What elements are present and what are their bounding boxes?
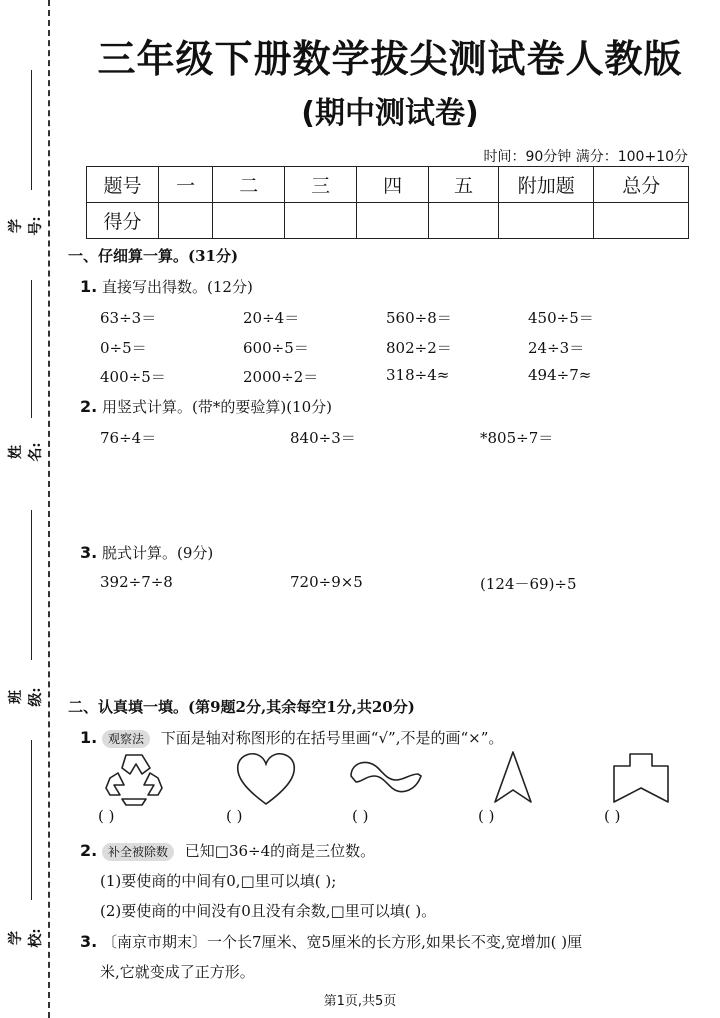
s2-question2	[80, 840, 375, 861]
score-cell[interactable]	[357, 203, 429, 239]
score-cell[interactable]	[213, 203, 285, 239]
score-table-header-row	[87, 167, 689, 203]
score-header-cell: 一	[158, 167, 212, 203]
answer-blank[interactable]: ( )	[98, 807, 115, 825]
s1-q2-text: 用竖式计算。(带*的要验算)(10分)	[102, 398, 332, 416]
student-id-line	[31, 70, 32, 190]
s2-q3-number: 3.	[80, 932, 98, 951]
s1-q1-item: 63÷3＝	[100, 309, 157, 327]
s1-q2-number: 2.	[80, 397, 98, 416]
s1-q2-item: *805÷7＝	[480, 429, 554, 447]
binding-dashed-line	[48, 0, 50, 1018]
student-id-label: 学号:	[8, 216, 44, 236]
answer-blank[interactable]: ( )	[478, 807, 495, 825]
s2-q3-line1: 一个长7厘米、宽5厘米的长方形,如果长不变,宽增加( )厘	[207, 933, 583, 951]
s1-question2	[80, 396, 332, 417]
s2-q3-line2: 米,它就变成了正方形。	[100, 963, 255, 981]
s1-question3	[80, 542, 213, 563]
s1-q1-item: 20÷4＝	[243, 309, 300, 327]
s1-q3-item: 720÷9×5	[290, 573, 363, 591]
s2-question3	[80, 931, 582, 952]
heart-icon	[234, 750, 298, 808]
answer-blank[interactable]: ( )	[604, 807, 621, 825]
recycle-icon	[104, 752, 164, 808]
s1-q2-item: 76÷4＝	[100, 429, 157, 447]
wave-icon	[348, 756, 424, 796]
s2-question1	[80, 727, 503, 748]
score-cell[interactable]	[429, 203, 499, 239]
s1-q3-item: (124－69)÷5	[480, 575, 577, 593]
s1-q1-item: 450÷5＝	[528, 309, 594, 327]
class-label: 班级:	[8, 687, 44, 707]
student-name-label: 姓名:	[8, 442, 44, 462]
section1-title: 一、仔细算一算。(31分)	[68, 247, 239, 265]
score-header-cell: 附加题	[499, 167, 594, 203]
score-cell[interactable]	[158, 203, 212, 239]
s1-q1-number: 1.	[80, 277, 98, 296]
score-header-cell: 三	[285, 167, 357, 203]
page-footer: 第1页,共5页	[323, 994, 397, 1009]
score-cell[interactable]	[285, 203, 357, 239]
s2-q2-text: 已知□36÷4的商是三位数。	[184, 842, 376, 860]
s2-q2-sub1: (1)要使商的中间有0,□里可以填( );	[100, 872, 337, 890]
s1-q1-item: 494÷7≈	[528, 366, 592, 384]
score-row-label: 得分	[87, 203, 159, 239]
score-header-cell: 四	[357, 167, 429, 203]
s1-q2-item: 840÷3＝	[290, 429, 356, 447]
score-header-cell: 二	[213, 167, 285, 203]
s2-q1-number: 1.	[80, 728, 98, 747]
s1-q1-item: 400÷5＝	[100, 368, 166, 386]
s1-q3-text: 脱式计算。(9分)	[102, 544, 214, 562]
s2-q1-text: 下面是轴对称图形的在括号里画“√”,不是的画“×”。	[160, 729, 504, 747]
s1-q1-item: 0÷5＝	[100, 339, 147, 357]
school-label: 学校:	[8, 928, 44, 948]
score-cell[interactable]	[499, 203, 594, 239]
s1-q1-item: 24÷3＝	[528, 339, 585, 357]
house-shape-icon	[610, 752, 672, 806]
s1-q3-item: 392÷7÷8	[100, 573, 173, 591]
s2-q2-sub2: (2)要使商的中间没有0且没有余数,□里可以填( )。	[100, 902, 437, 920]
method-tag: 观察法	[102, 730, 150, 748]
score-header-cell: 总分	[594, 167, 689, 203]
s1-q1-item: 802÷2＝	[386, 339, 452, 357]
s1-q1-item: 318÷4≈	[386, 366, 450, 384]
answer-blank[interactable]: ( )	[352, 807, 369, 825]
exam-meta: 时间：90分钟 满分：100+10分	[483, 149, 688, 165]
score-table	[86, 166, 689, 239]
s1-q1-item: 2000÷2＝	[243, 368, 319, 386]
method-tag: 补全被除数	[102, 843, 174, 861]
answer-blank[interactable]: ( )	[226, 807, 243, 825]
student-name-line	[31, 280, 32, 418]
section2-title: 二、认真填一填。(第9题2分,其余每空1分,共20分)	[68, 698, 415, 716]
school-line	[31, 740, 32, 900]
s1-q3-number: 3.	[80, 543, 98, 562]
source-tag: 〔南京市期末〕	[102, 933, 208, 951]
score-table-score-row	[87, 203, 689, 239]
s1-q1-text: 直接写出得数。(12分)	[102, 278, 253, 296]
score-cell[interactable]	[594, 203, 689, 239]
arrowhead-icon	[492, 750, 534, 806]
s2-q2-number: 2.	[80, 841, 98, 860]
score-header-cell: 五	[429, 167, 499, 203]
class-line	[31, 510, 32, 660]
page-subtitle: (期中测试卷)	[301, 96, 479, 131]
s1-q1-item: 600÷5＝	[243, 339, 309, 357]
page-title: 三年级下册数学拔尖测试卷人教版	[97, 37, 683, 81]
s1-q1-item: 560÷8＝	[386, 309, 452, 327]
s1-question1	[80, 276, 253, 297]
score-header-cell: 题号	[87, 167, 159, 203]
